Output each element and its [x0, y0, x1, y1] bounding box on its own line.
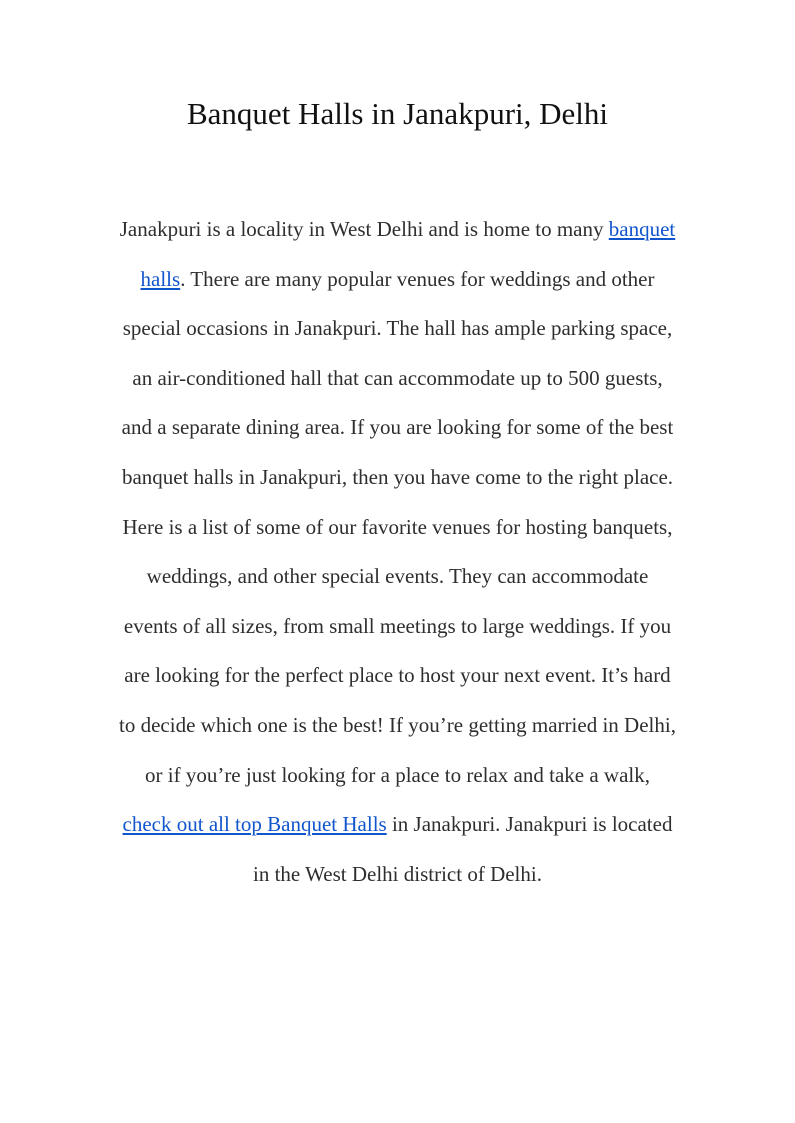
- paragraph-text-intro: Janakpuri is a locality in West Delhi and is home to many: [119, 217, 609, 241]
- page-title: Banquet Halls in Janakpuri, Delhi: [187, 96, 608, 131]
- paragraph-text-main: . There are many popular venues for weddings and other special occasions in Janakpuri. The hall has ample parking space, an air-conditioned hall that can accommodate up to 500 guests, and a separate dining area. If you are looking for some of the best banquet halls in Janakpuri, then you have come to the right place. Here is a list of some of our favorite venues for hosting banquets, weddings, and other special events. They can accommodate events of all sizes, from small meetings to large weddings. If you are looking for the perfect place to host your next event. It’s hard to decide which one is the best! If you’re getting married in Delhi, or if you’re just looking for a place to relax and take a walk,: [119, 266, 676, 787]
- body-paragraph: [118, 205, 677, 899]
- check-out-banquet-halls-link[interactable]: check out all top Banquet Halls: [122, 812, 387, 837]
- paragraph-text-end: in Janakpuri. Janakpuri is located in the West Delhi district of Delhi.: [253, 812, 673, 886]
- banquet-halls-link[interactable]: banquet halls: [140, 217, 676, 291]
